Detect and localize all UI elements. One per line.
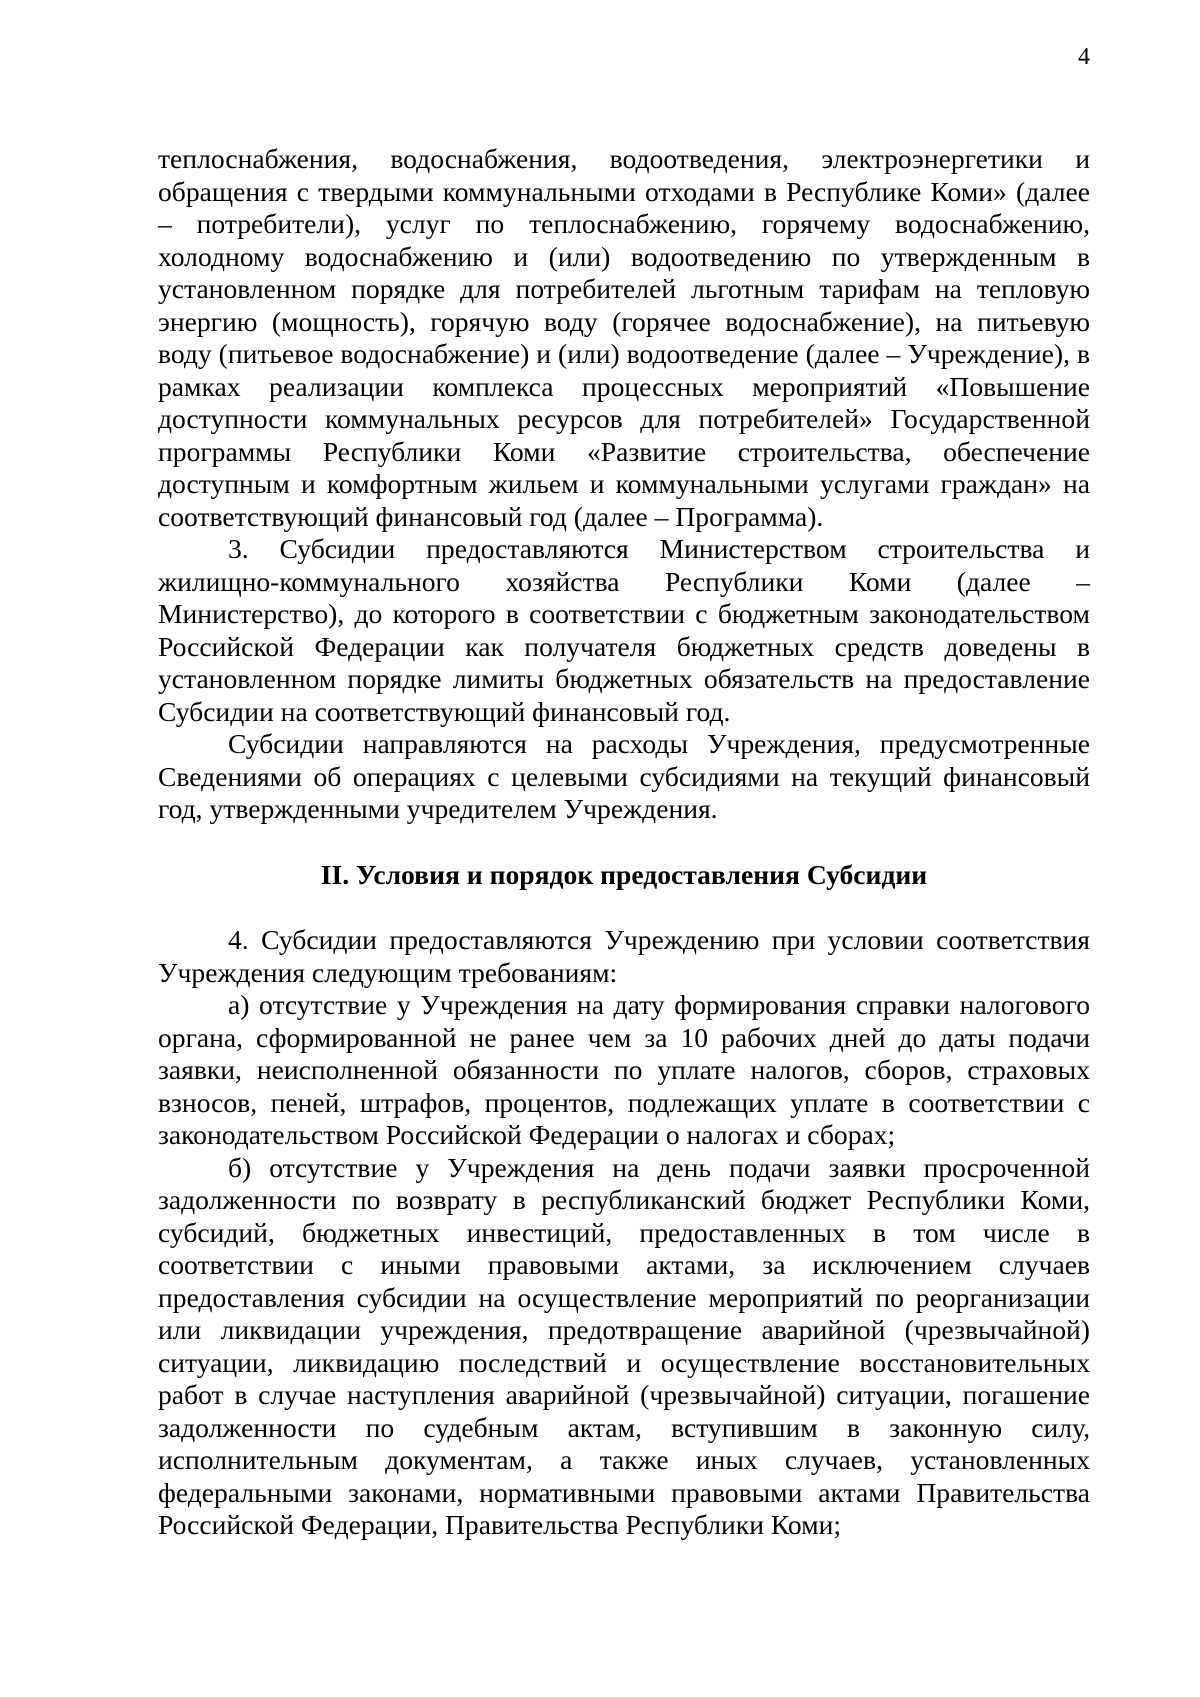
paragraph-item-4a: а) отсутствие у Учреждения на дату формирования справки налогового органа, сформированной не ранее чем за 10 рабочих дней до даты подачи заявки, неисполненной обязанности по уплате налогов, сборов, страховых взносов, пеней, штрафов, процентов, подлежащих уплате в соответствии с законодательством Российской Федерации о налогах и сборах; [158, 989, 1090, 1150]
document-body [158, 143, 1090, 1542]
page-number: 4 [1078, 44, 1090, 70]
section-heading: II. Условия и порядок предоставления Субсидии [320, 858, 928, 890]
paragraph-item-4: 4. Субсидии предоставляются Учреждению при условии соответствия Учреждения следующим требованиям: [158, 924, 1090, 988]
paragraph-continuation: теплоснабжения, водоснабжения, водоотведения, электроэнергетики и обращения с твердыми коммунальными отходами в Республике Коми» (далее – потребители), услуг по теплоснабжению, горячему водоснабжению, холодному водоснабжению и (или) водоотведению по утвержденным в установленном порядке для потребителей льготным тарифам на тепловую энергию (мощность), горячую воду (горячее водоснабжение), на питьевую воду (питьевое водоснабжение) и (или) водоотведение (далее – Учреждение), в рамках реализации комплекса процессных мероприятий «Повышение доступности коммунальных ресурсов для потребителей» Государственной программы Республики Коми «Развитие строительства, обеспечение доступным и комфортным жильем и коммунальными услугами граждан» на соответствующий финансовый год (далее – Программа). [158, 143, 1090, 532]
paragraph-subsidy-expenses: Субсидии направляются на расходы Учреждения, предусмотренные Сведениями об операциях с целевыми субсидиями на текущий финансовый год, утвержденными учредителем Учреждения. [158, 728, 1090, 824]
paragraph-item-4b: б) отсутствие у Учреждения на день подачи заявки просроченной задолженности по возврату в республиканский бюджет Республики Коми, субсидий, бюджетных инвестиций, предоставленных в том числе в соответствии с иными правовыми актами, за исключением случаев предоставления субсидии на осуществление мероприятий по реорганизации или ликвидации учреждения, предотвращение аварийной (чрезвычайной) ситуации, ликвидацию последствий и осуществление восстановительных работ в случае наступления аварийной (чрезвычайной) ситуации, погашение задолженности по судебным актам, вступившим в законную силу, исполнительным документам, а также иных случаев, установленных федеральными законами, нормативными правовыми актами Правительства Российской Федерации, Правительства Республики Коми; [158, 1151, 1090, 1540]
paragraph-item-3: 3. Субсидии предоставляются Министерством строительства и жилищно-коммунального хозяйства Республики Коми (далее – Министерство), до которого в соответствии с бюджетным законодательством Российской Федерации как получателя бюджетных средств доведены в установленном порядке лимиты бюджетных обязательств на предоставление Субсидии на соответствующий финансовый год. [158, 533, 1090, 727]
